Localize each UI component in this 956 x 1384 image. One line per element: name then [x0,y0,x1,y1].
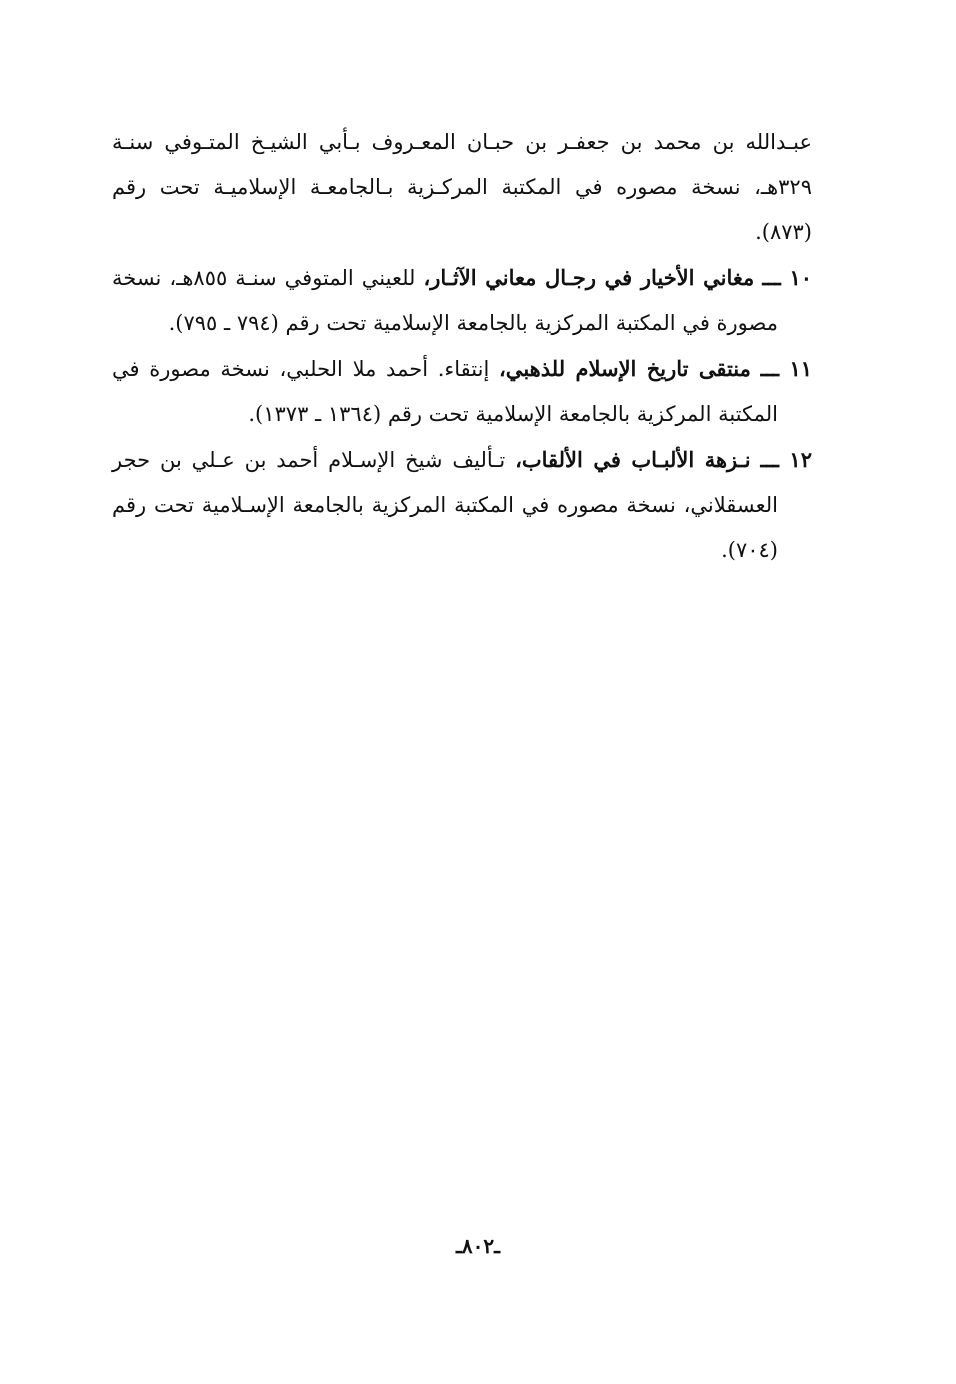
entry-12 [112,437,812,573]
entry-number: ١٠ ـــ [762,265,812,290]
page-number: ـ٨٠٢ـ [456,1234,500,1258]
entry-10 [112,255,812,346]
entry-title: منتقى تاريخ الإسلام للذهبي، [499,356,751,381]
entry-number: ١١ ـــ [760,356,812,381]
entry-text: عبـدالله بن محمد بن جعفـر بن حبـان المعـروف بـأبي الشيـخ المتـوفي سنـة ٣٢٩هـ، نسخة مصوره في المكتبة المركـزية بـالجامعـة الإسلاميـة تحت رقم (٨٧٣). [112,130,812,244]
entry-title: مغاني الأخيار في رجـال معاني الآثـار، [423,265,755,290]
entry-text: تـأليف شيخ الإسـلام أحمد بن عـلي بن حجر العسقلاني، نسخة مصوره في المكتبة المركزية بالجامعة الإسـلامية تحت رقم (٧٠٤). [112,448,778,562]
entry-continuation [112,120,812,255]
entry-title: نـزهة الألبـاب في الألقاب، [515,447,751,472]
entry-text: إنتقاء. أحمد ملا الحلبي، نسخة مصورة في المكتبة المركزية بالجامعة الإسلامية تحت رقم (١٣٦٤ ـ ١٣٧٣). [112,357,778,426]
entry-text: للعيني المتوفي سنـة ٨٥٥هـ، نسخة مصورة في المكتبة المركزية بالجامعة الإسلامية تحت رقم (٧٩٤ ـ ٧٩٥). [112,266,778,335]
entry-number: ١٢ ـــ [760,447,812,472]
page-body [112,120,812,573]
entry-11 [112,346,812,437]
